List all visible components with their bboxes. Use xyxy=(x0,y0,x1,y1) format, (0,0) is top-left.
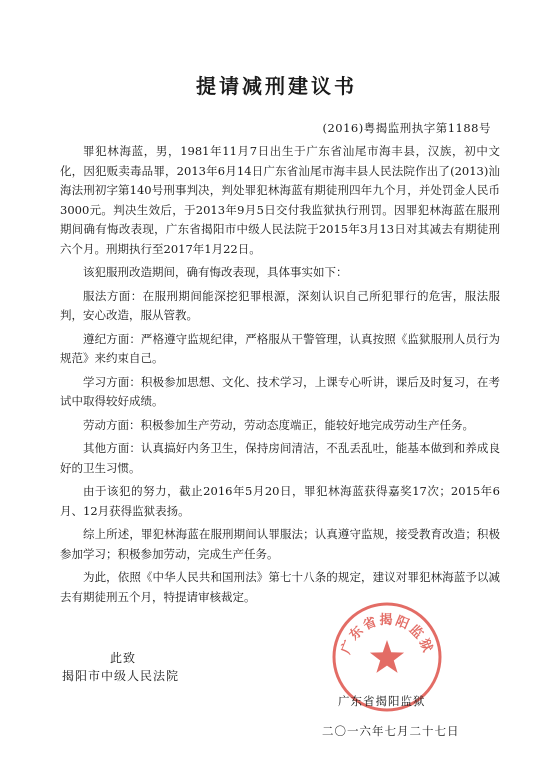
body-paragraph: 该犯服刑改造期间，确有悔改表现，具体事实如下： xyxy=(83,265,348,279)
body-paragraph: 由于该犯的努力，截止2016年5月20日，罪犯林海蓝获得嘉奖17次；2015年6月、12月获得监狱表扬。 xyxy=(60,484,500,518)
document-date: 二〇一六年七月二十七日 xyxy=(322,724,460,738)
body-paragraph: 学习方面：积极参加思想、文化、技术学习，上课专心听讲，课后及时复习，在考试中取得较好成绩。 xyxy=(60,374,500,408)
seal-text: 广东省揭阳监狱 xyxy=(338,613,436,657)
addressee: 揭阳市中级人民法院 xyxy=(62,669,180,683)
body-paragraph: 综上所述，罪犯林海蓝在服刑期间认罪服法；认真遵守监规，接受教育改造；积极参加学习；积极参加劳动，完成生产任务。 xyxy=(60,527,500,561)
document-number: (2016)粤揭监刑执字第1188号 xyxy=(322,121,491,135)
body-paragraph: 其他方面：认真搞好内务卫生，保持房间清洁，不乱丢乱吐，能基本做到和养成良好的卫生习惯。 xyxy=(60,441,500,475)
body-paragraph: 罪犯林海蓝，男，1981年11月7日出生于广东省汕尾市海丰县，汉族，初中文化，因犯贩卖毒品罪，2013年6月14日广东省汕尾市海丰县人民法院作出了(2013)汕海法刑初字第140号刑事判决，判处罪犯林海蓝有期徒刑四年九个月，并处罚金人民币3000元。判决生效后，于2013年9月5日交付我监狱执行刑罚。因罪犯林海蓝在服刑期间确有悔改表现，广东省揭阳市中级人民法院于2015年3月13日对其减去有期徒刑六个月。刑期执行至2017年1月22日。 xyxy=(60,144,500,256)
document-body xyxy=(60,142,500,611)
seal-star-icon xyxy=(370,640,404,673)
body-paragraph: 遵纪方面：严格遵守监规纪律，严格服从干警管理，认真按照《监狱服刑人员行为规范》来约束自己。 xyxy=(60,331,500,365)
body-paragraph: 劳动方面：积极参加生产劳动，劳动态度端正，能较好地完成劳动生产任务。 xyxy=(83,417,474,432)
body-paragraph: 为此，依照《中华人民共和国刑法》第七十八条的规定，建议对罪犯林海蓝予以减去有期徒刑五个月，特提请审核裁定。 xyxy=(60,570,500,604)
signer: 广东省揭阳监狱 xyxy=(338,694,426,708)
body-paragraph: 服法方面：在服刑期间能深挖犯罪根源，深刻认识自己所犯罪行的危害，服法服判，安心改造，服从管教。 xyxy=(60,288,500,322)
document-title: 提请减刑建议书 xyxy=(196,74,357,98)
closing-salutation: 此致 xyxy=(110,651,137,665)
